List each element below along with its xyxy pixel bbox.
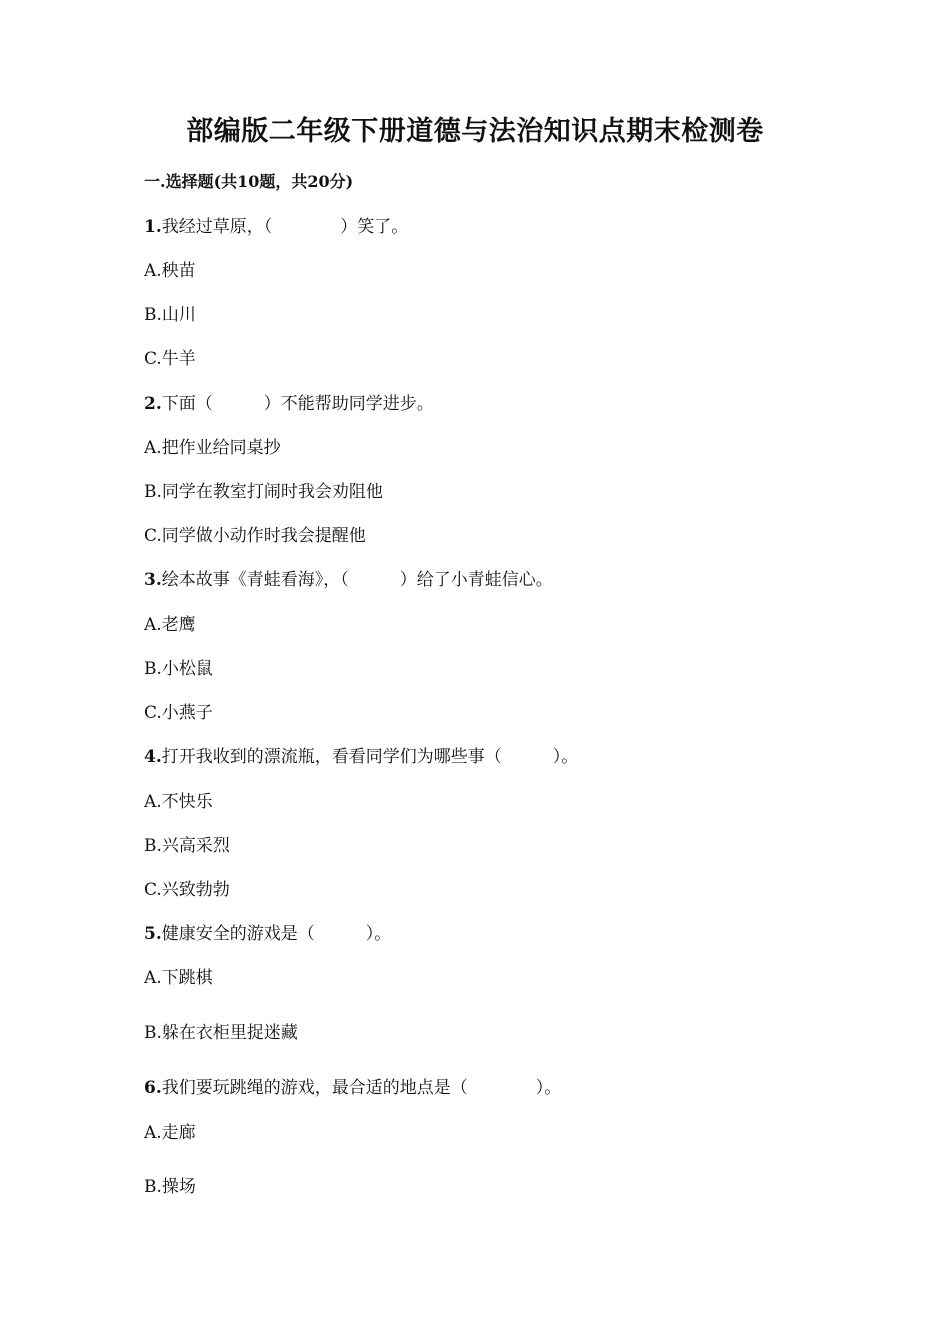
option-1a: A.秧苗 (144, 261, 196, 281)
option-2a: A.把作业给同桌抄 (144, 438, 281, 458)
question-2 (144, 391, 434, 417)
option-2c: C.同学做小动作时我会提醒他 (144, 526, 366, 546)
option-6b: B.操场 (144, 1177, 196, 1197)
question-number: 5. (144, 924, 162, 944)
option-1b: B.山川 (144, 305, 196, 325)
option-1c: C.牛羊 (144, 349, 196, 369)
question-text: 绘本故事《青蛙看海》，（ ）给了小青蛙信心。 (161, 570, 553, 590)
question-number: 2. (144, 394, 162, 414)
question-3 (144, 567, 553, 593)
section-heading: 一.选择题(共10题，共20分) (144, 172, 354, 191)
question-text: 下面（ ）不能帮助同学进步。 (161, 394, 434, 414)
question-6 (144, 1075, 561, 1101)
question-5 (144, 921, 391, 947)
page-title: 部编版二年级下册道德与法治知识点期末检测卷 (186, 116, 764, 147)
option-3a: A.老鹰 (144, 615, 196, 635)
question-1 (144, 214, 408, 240)
question-number: 4. (144, 747, 162, 767)
option-3b: B.小松鼠 (144, 659, 213, 679)
option-4a: A.不快乐 (144, 792, 213, 812)
question-text: 健康安全的游戏是（ ）。 (161, 924, 392, 944)
option-6a: A.走廊 (144, 1123, 196, 1143)
question-text: 打开我收到的漂流瓶，看看同学们为哪些事（ ）。 (161, 747, 579, 767)
question-number: 6. (144, 1078, 162, 1098)
option-5b: B.躲在衣柜里捉迷藏 (144, 1023, 298, 1043)
question-number: 3. (144, 570, 162, 590)
option-3c: C.小燕子 (144, 703, 213, 723)
option-5a: A.下跳棋 (144, 968, 213, 988)
question-4 (144, 744, 578, 770)
option-4b: B.兴高采烈 (144, 836, 230, 856)
option-4c: C.兴致勃勃 (144, 880, 230, 900)
option-2b: B.同学在教室打闹时我会劝阻他 (144, 482, 383, 502)
question-text: 我们要玩跳绳的游戏，最合适的地点是（ ）。 (161, 1078, 562, 1098)
question-number: 1. (144, 217, 162, 237)
question-text: 我经过草原，（ ）笑了。 (161, 217, 409, 237)
